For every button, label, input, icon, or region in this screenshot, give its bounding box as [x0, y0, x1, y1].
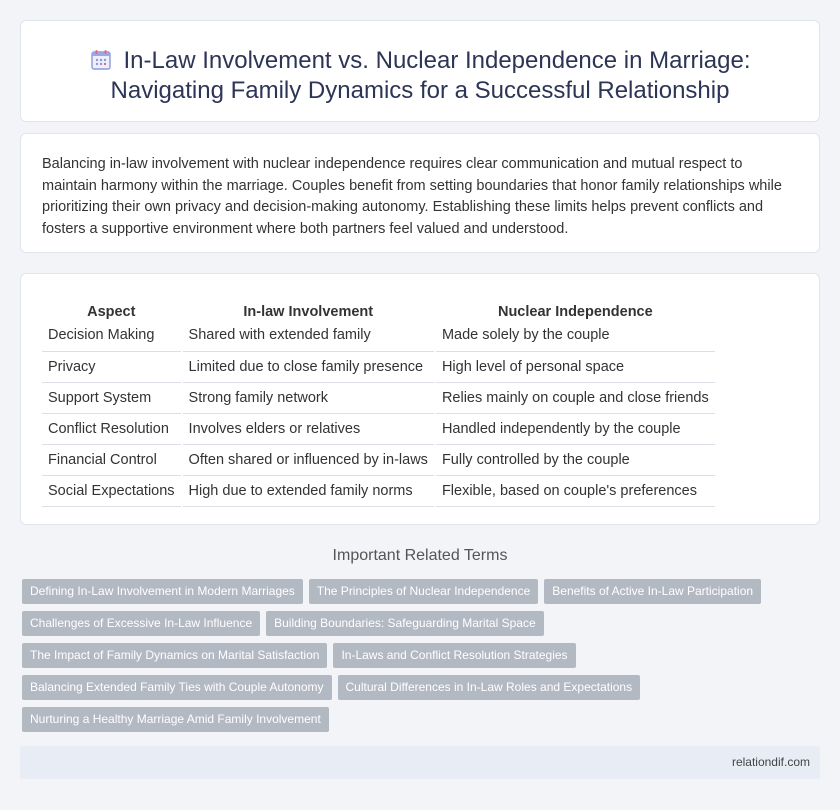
nuclear-cell: Flexible, based on couple's preferences [435, 475, 715, 506]
aspect-cell: Financial Control [42, 444, 182, 475]
inlaw-cell: Involves elders or relatives [182, 413, 435, 444]
table-row [42, 413, 715, 444]
related-term-tag[interactable]: Defining In-Law Involvement in Modern Marriages [22, 579, 303, 604]
page-title [21, 46, 819, 106]
tag-row [22, 707, 812, 739]
title-line-2: Navigating Family Dynamics for a Successful Relationship [110, 77, 730, 104]
related-term-tag[interactable]: The Impact of Family Dynamics on Marital Satisfaction [22, 643, 327, 668]
related-term-tag[interactable]: The Principles of Nuclear Independence [309, 579, 538, 604]
tag-row [22, 611, 812, 643]
table-row [42, 475, 715, 506]
title-card [20, 20, 820, 122]
tag-row [22, 675, 812, 707]
related-term-tag[interactable]: Benefits of Active In-Law Participation [544, 579, 761, 604]
header-aspect: Aspect [87, 304, 136, 320]
comparison-card [20, 273, 820, 525]
related-terms-list [22, 579, 812, 739]
site-link[interactable]: relationdif.com [731, 755, 810, 769]
related-term-tag[interactable]: Building Boundaries: Safeguarding Marital Space [266, 611, 544, 636]
aspect-cell: Privacy [42, 351, 182, 382]
related-term-tag[interactable]: Balancing Extended Family Ties with Couple Autonomy [22, 675, 332, 700]
inlaw-cell: Strong family network [182, 382, 435, 413]
comparison-table [42, 296, 715, 507]
nuclear-cell: Fully controlled by the couple [435, 444, 715, 475]
summary-paragraph: Balancing in-law involvement with nuclear independence requires clear communication and mutual respect to maintain harmony within the marriage. Couples benefit from setting boundaries that honor family relationships while prioritizing their own privacy and decision-making autonomy. Establishing these limits helps prevent conflicts and fosters a supportive environment where both partners feel valued and understood. [42, 156, 782, 237]
header-nuclear: Nuclear Independence [435, 296, 715, 320]
aspect-cell: Support System [42, 382, 182, 413]
nuclear-cell: Made solely by the couple [435, 320, 715, 351]
summary-card [20, 133, 820, 253]
tag-row [22, 579, 812, 611]
inlaw-cell: Shared with extended family [182, 320, 435, 351]
related-term-tag[interactable]: Nurturing a Healthy Marriage Amid Family Involvement [22, 707, 329, 732]
aspect-cell: Decision Making [42, 320, 182, 351]
title-text-1: In-Law Involvement vs. Nuclear Independence in Marriage: [123, 47, 751, 74]
table-row [42, 444, 715, 475]
related-term-tag[interactable]: Cultural Differences in In-Law Roles and Expectations [338, 675, 641, 700]
header-inlaw: In-law Involvement [182, 296, 435, 320]
nuclear-cell: Handled independently by the couple [435, 413, 715, 444]
table-header-row [42, 296, 715, 320]
table-row [42, 382, 715, 413]
inlaw-cell: Often shared or influenced by in-laws [182, 444, 435, 475]
aspect-cell: Conflict Resolution [42, 413, 182, 444]
calendar-grid-icon [90, 49, 112, 71]
nuclear-cell: High level of personal space [435, 351, 715, 382]
table-row [42, 320, 715, 351]
related-term-tag[interactable]: In-Laws and Conflict Resolution Strategies [333, 643, 575, 668]
inlaw-cell: Limited due to close family presence [182, 351, 435, 382]
aspect-cell: Social Expectations [42, 475, 182, 506]
title-line-1 [21, 46, 819, 76]
footer-bar [20, 746, 820, 779]
tag-row [22, 643, 812, 675]
table-row [42, 351, 715, 382]
related-terms-heading: Important Related Terms [332, 547, 508, 564]
nuclear-cell: Relies mainly on couple and close friends [435, 382, 715, 413]
related-term-tag[interactable]: Challenges of Excessive In-Law Influence [22, 611, 260, 636]
inlaw-cell: High due to extended family norms [182, 475, 435, 506]
